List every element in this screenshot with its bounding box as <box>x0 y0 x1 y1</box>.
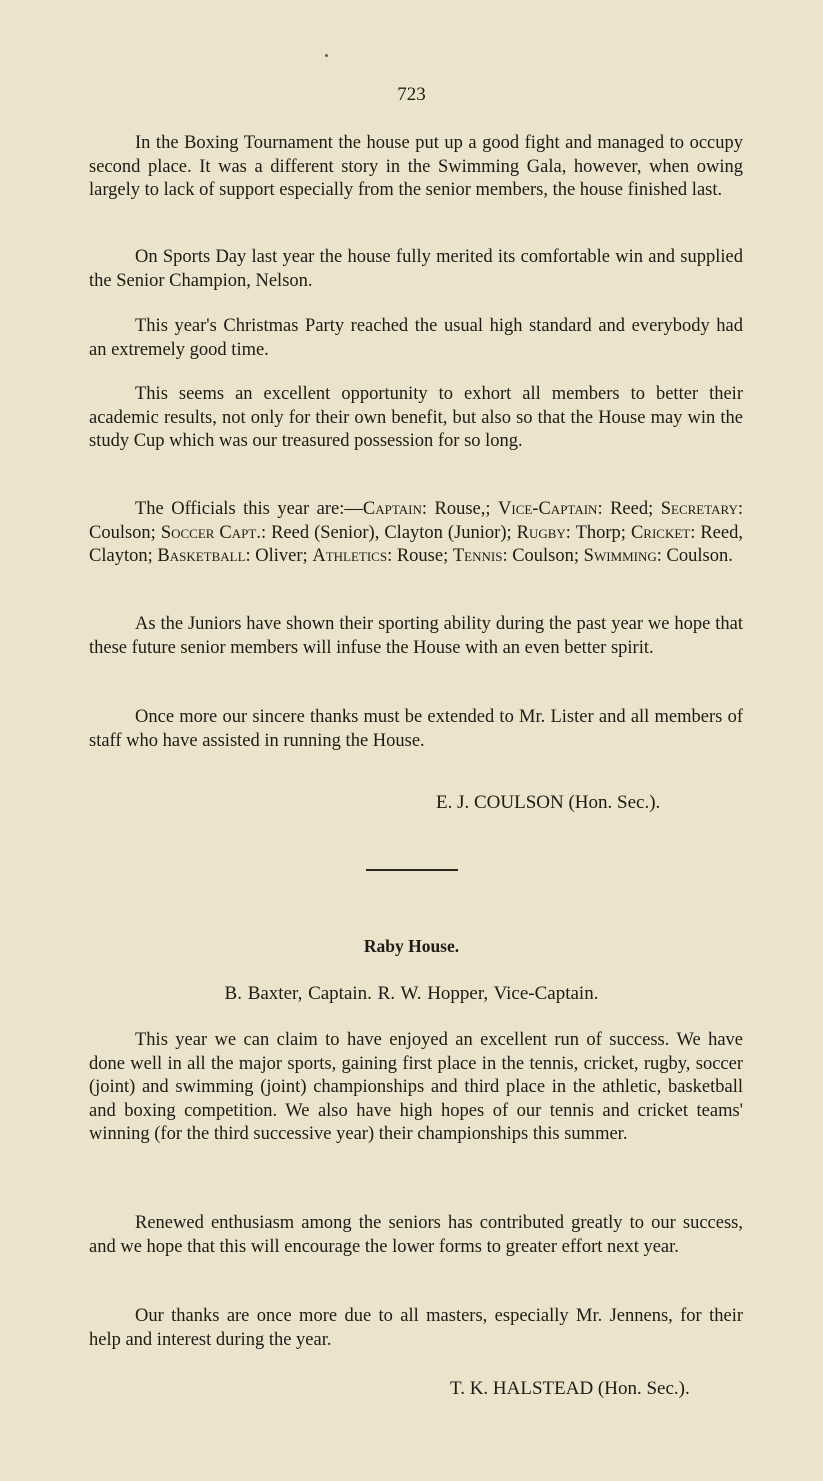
swimming-label: Swimming <box>583 546 657 566</box>
coulson-signature: E. J. COULSON (Hon. Sec.). <box>436 792 661 813</box>
academic-paragraph: This seems an excellent opportunity to exhort all members to better their academic results, not only for their own benefit, but also so that the House may win the study Cup which was our treasured possession for so long. <box>89 384 743 451</box>
cricket-value: : Reed, Clayton; <box>89 522 743 566</box>
vice-captain-label: Vice-Captain <box>498 499 598 519</box>
section-divider <box>366 869 458 871</box>
captain-label: Captain <box>362 499 422 519</box>
raby-success-paragraph: This year we can claim to have enjoyed an excellent run of success. We have done well in all the major sports, gaining first place in the tennis, cricket, rugby, soccer (joint) and swimming (joint) championships and third place in the athletic, basketball and boxing competition. We also have high hopes of our tennis and cricket teams' winning (for the third successive year) their championships this summer. <box>89 1030 743 1144</box>
page-speck <box>325 54 328 57</box>
athletics-label: Athletics <box>312 546 388 566</box>
rugby-label: Rugby <box>516 522 566 543</box>
raby-officers-line: B. Baxter, Captain. R. W. Hopper, Vice-Captain. <box>224 983 599 1004</box>
soccer-label: Soccer Capt. <box>160 522 261 543</box>
officials-intro: The Officials this year are:— <box>135 499 363 519</box>
basketball-value: : Oliver; <box>245 546 313 566</box>
officials-paragraph <box>89 498 743 569</box>
halstead-signature: T. K. HALSTEAD (Hon. Sec.). <box>450 1378 690 1399</box>
tennis-label: Tennis <box>452 546 503 566</box>
rugby-value: : Thorp; <box>565 522 631 543</box>
cricket-label: Cricket <box>630 522 691 543</box>
raby-thanks-paragraph: Our thanks are once more due to all masters, especially Mr. Jennens, for their help and interest during the year. <box>89 1306 743 1350</box>
tennis-value: : Coulson; <box>502 546 584 566</box>
thanks-paragraph: Once more our sincere thanks must be extended to Mr. Lister and all members of staff who have assisted in running the House. <box>89 707 743 751</box>
athletics-value: : Rouse; <box>387 546 453 566</box>
christmas-party-paragraph: This year's Christmas Party reached the usual high standard and everybody had an extremely good time. <box>89 316 743 360</box>
basketball-label: Basketball <box>157 546 246 566</box>
soccer-value: : Reed (Senior), Clayton (Junior); <box>260 522 517 543</box>
captain-value: : Rouse,; <box>421 499 498 519</box>
vice-captain-value: : Reed; <box>597 499 661 519</box>
secretary-value: : Coulson; <box>89 499 744 543</box>
boxing-paragraph: In the Boxing Tournament the house put up a good fight and managed to occupy second place. It was a different story in the Swimming Gala, however, when owing largely to lack of support especially from the senior members, the house finished last. <box>89 133 743 200</box>
swimming-value: : Coulson. <box>656 546 733 566</box>
raby-house-title: Raby House. <box>363 936 460 956</box>
raby-enthusiasm-paragraph: Renewed enthusiasm among the seniors has contributed greatly to our success, and we hope that this will encourage the lower forms to greater effort next year. <box>89 1213 743 1257</box>
secretary-label: Secretary <box>660 499 738 519</box>
page-number: 723 <box>397 84 426 105</box>
sports-day-paragraph: On Sports Day last year the house fully merited its comfortable win and supplied the Senior Champion, Nelson. <box>89 247 743 291</box>
juniors-paragraph: As the Juniors have shown their sporting ability during the past year we hope that these future senior members will infuse the House with an even better spirit. <box>89 614 743 658</box>
